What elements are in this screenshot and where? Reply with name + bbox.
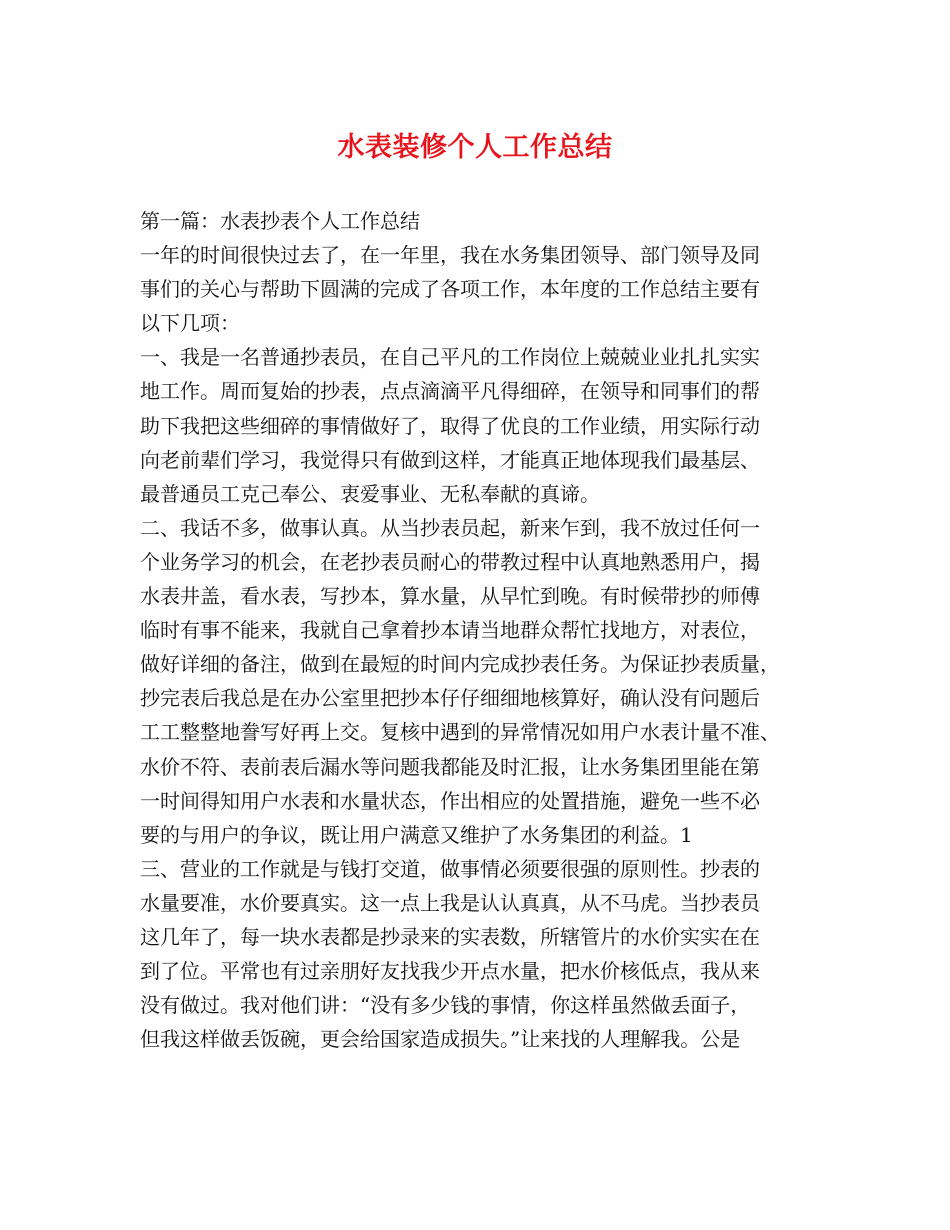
text-line: 一、我是一名普通抄表员，在自己平凡的工作岗位上兢兢业业扎扎实实 <box>140 345 760 370</box>
text-line: 这几年了，每一块水表都是抄录来的实表数，所辖管片的水价实实在在 <box>140 924 760 949</box>
text-line: 第一篇：水表抄表个人工作总结 <box>140 209 420 233</box>
text-line: 一年的时间很快过去了，在一年里，我在水务集团领导、部门领导及同 <box>140 243 760 268</box>
text-line: 一时间得知用户水表和水量状态，作出相应的处置措施，避免一些不必 <box>140 788 760 813</box>
text-line: 没有做过。我对他们讲：“没有多少钱的事情，你这样虽然做丢面子， <box>140 993 751 1018</box>
text-line: 以下几项： <box>140 311 240 336</box>
text-line: 水价不符、表前表后漏水等问题我都能及时汇报，让水务集团里能在第 <box>140 754 760 779</box>
document-body <box>140 204 830 1056</box>
text-line: 但我这样做丢饭碗，更会给国家造成损失。”让来找的人理解我。公是 <box>140 1027 741 1052</box>
text-line: 抄完表后我总是在办公室里把抄本仔仔细细地核算好，确认没有问题后 <box>140 686 760 711</box>
text-line: 地工作。周而复始的抄表，点点滴滴平凡得细碎，在领导和同事们的帮 <box>140 379 760 404</box>
text-line: 水表井盖，看水表，写抄本，算水量，从早忙到晚。有时候带抄的师傅 <box>140 584 760 609</box>
text-line: 做好详细的备注，做到在最短的时间内完成抄表任务。为保证抄表质量， <box>140 652 780 677</box>
text-line: 助下我把这些细碎的事情做好了，取得了优良的工作业绩，用实际行动 <box>140 413 760 438</box>
text-line: 向老前辈们学习，我觉得只有做到这样，才能真正地体现我们最基层、 <box>140 447 760 472</box>
text-line: 事们的关心与帮助下圆满的完成了各项工作，本年度的工作总结主要有 <box>140 277 760 302</box>
text-line: 临时有事不能来，我就自己拿着抄本请当地群众帮忙找地方，对表位， <box>140 618 760 643</box>
text-line: 三、营业的工作就是与钱打交道，做事情必须要很强的原则性。抄表的 <box>140 856 760 881</box>
text-line: 个业务学习的机会，在老抄表员耐心的带教过程中认真地熟悉用户，揭 <box>140 549 760 574</box>
text-line: 工工整整地誊写好再上交。复核中遇到的异常情况如用户水表计量不准、 <box>140 720 780 745</box>
text-line: 最普通员工克己奉公、衷爱事业、无私奉献的真谛。 <box>140 481 600 506</box>
text-line: 到了位。平常也有过亲朋好友找我少开点水量，把水价核低点，我从来 <box>140 959 760 984</box>
text-line: 要的与用户的争议，既让用户满意又维护了水务集团的利益。1 <box>140 822 693 847</box>
text-line: 水量要准，水价要真实。这一点上我是认认真真，从不马虎。当抄表员 <box>140 890 760 915</box>
text-line: 二、我话不多，做事认真。从当抄表员起，新来乍到，我不放过任何一 <box>140 515 760 540</box>
document-title: 水表装修个人工作总结 <box>337 132 613 163</box>
